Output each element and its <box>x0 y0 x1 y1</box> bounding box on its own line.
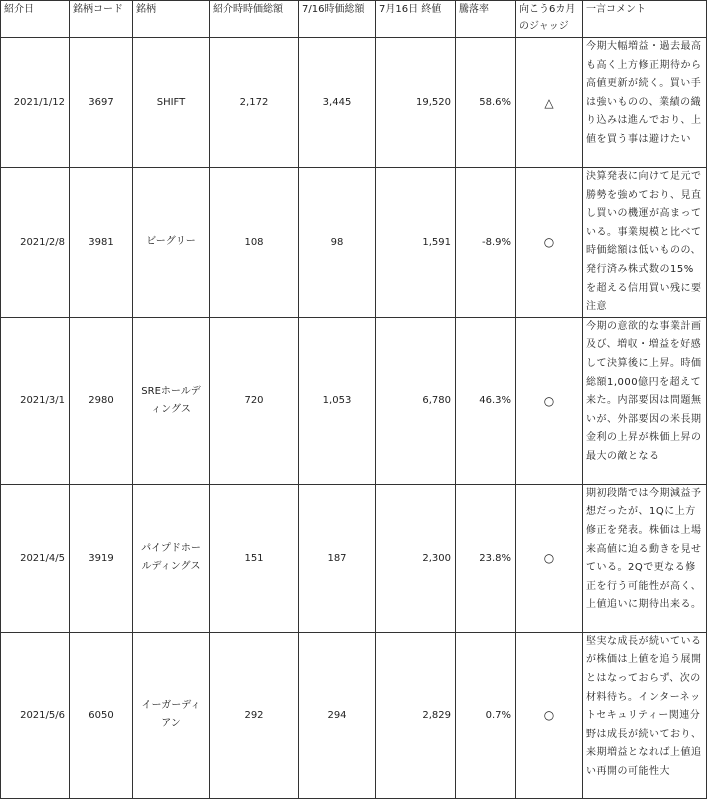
cell-change: 0.7% <box>456 632 516 798</box>
cell-date: 2021/5/6 <box>1 632 70 798</box>
cell-change: -8.9% <box>456 168 516 318</box>
cell-close-0716: 6,780 <box>376 317 456 484</box>
cell-intro-cap: 720 <box>210 317 299 484</box>
cell-code: 2980 <box>70 317 133 484</box>
cell-cap-0716: 98 <box>299 168 376 318</box>
cell-cap-0716: 3,445 <box>299 38 376 168</box>
header-close-0716: 7月16日 終値 <box>376 1 456 38</box>
cell-code: 3981 <box>70 168 133 318</box>
cell-comment: 今期の意欲的な事業計画及び、増収・増益を好感して決算後に上昇。時価総額1,000億円を超えて来た。内部要因は問題無いが、外部要因の米長期金利の上昇が株価上昇の最大の敵となる <box>583 317 707 484</box>
table-row <box>1 38 707 168</box>
cell-comment: 期初段階では今期減益予想だったが、1Qに上方修正を発表。株価は上場来高値に迫る動きを見せている。2Qで更なる修正を行う可能性が高く、上値追いに期待出来る。 <box>583 484 707 632</box>
cell-name: SHIFT <box>133 38 210 168</box>
cell-date: 2021/3/1 <box>1 317 70 484</box>
cell-date: 2021/1/12 <box>1 38 70 168</box>
header-change: 騰落率 <box>456 1 516 38</box>
header-judge-line2: のジャッジ <box>519 21 569 32</box>
cell-name: イーガーディアン <box>133 632 210 798</box>
cell-cap-0716: 187 <box>299 484 376 632</box>
cell-judge: ○ <box>516 168 583 318</box>
header-comment: 一言コメント <box>583 1 707 38</box>
cell-change: 58.6% <box>456 38 516 168</box>
cell-date: 2021/2/8 <box>1 168 70 318</box>
table-row <box>1 484 707 632</box>
cell-comment: 堅実な成長が続いているが株価は上値を追う展開とはなっておらず、次の材料待ち。インターネットセキュリティー関連分野は成長が続いており、来期増益となれば上値追い再開の可能性大 <box>583 632 707 798</box>
table-row <box>1 168 707 318</box>
header-name: 銘柄 <box>133 1 210 38</box>
cell-code: 6050 <box>70 632 133 798</box>
cell-intro-cap: 2,172 <box>210 38 299 168</box>
header-judge-line1: 向こう6カ月 <box>519 4 576 15</box>
cell-name: ビーグリー <box>133 168 210 318</box>
cell-cap-0716: 294 <box>299 632 376 798</box>
header-code: 銘柄コード <box>70 1 133 38</box>
cell-intro-cap: 292 <box>210 632 299 798</box>
header-judge <box>516 1 583 38</box>
cell-code: 3919 <box>70 484 133 632</box>
cell-close-0716: 2,300 <box>376 484 456 632</box>
cell-judge: ○ <box>516 317 583 484</box>
cell-cap-0716: 1,053 <box>299 317 376 484</box>
cell-close-0716: 2,829 <box>376 632 456 798</box>
header-cap-0716: 7/16時価総額 <box>299 1 376 38</box>
cell-change: 23.8% <box>456 484 516 632</box>
cell-close-0716: 19,520 <box>376 38 456 168</box>
header-row <box>1 1 707 38</box>
cell-code: 3697 <box>70 38 133 168</box>
header-intro-cap: 紹介時時価総額 <box>210 1 299 38</box>
cell-comment: 今期大幅増益・過去最高も高く上方修正期待から高値更新が続く。買い手は強いものの、業績の織り込みは進んでおり、上値を買う事は避けたい <box>583 38 707 168</box>
header-date: 紹介日 <box>1 1 70 38</box>
cell-date: 2021/4/5 <box>1 484 70 632</box>
cell-intro-cap: 108 <box>210 168 299 318</box>
cell-intro-cap: 151 <box>210 484 299 632</box>
table-row <box>1 317 707 484</box>
table-row <box>1 632 707 798</box>
cell-close-0716: 1,591 <box>376 168 456 318</box>
cell-name: SREホールディングス <box>133 317 210 484</box>
cell-judge: ○ <box>516 484 583 632</box>
cell-name: パイプドホールディングス <box>133 484 210 632</box>
cell-judge: △ <box>516 38 583 168</box>
cell-comment: 決算発表に向けて足元で勝勢を強めており、見直し買いの機運が高まっている。事業規模と比べて時価総額は低いものの、発行済み株式数の15%を超える信用買い残に要注意 <box>583 168 707 318</box>
cell-change: 46.3% <box>456 317 516 484</box>
cell-judge: ○ <box>516 632 583 798</box>
